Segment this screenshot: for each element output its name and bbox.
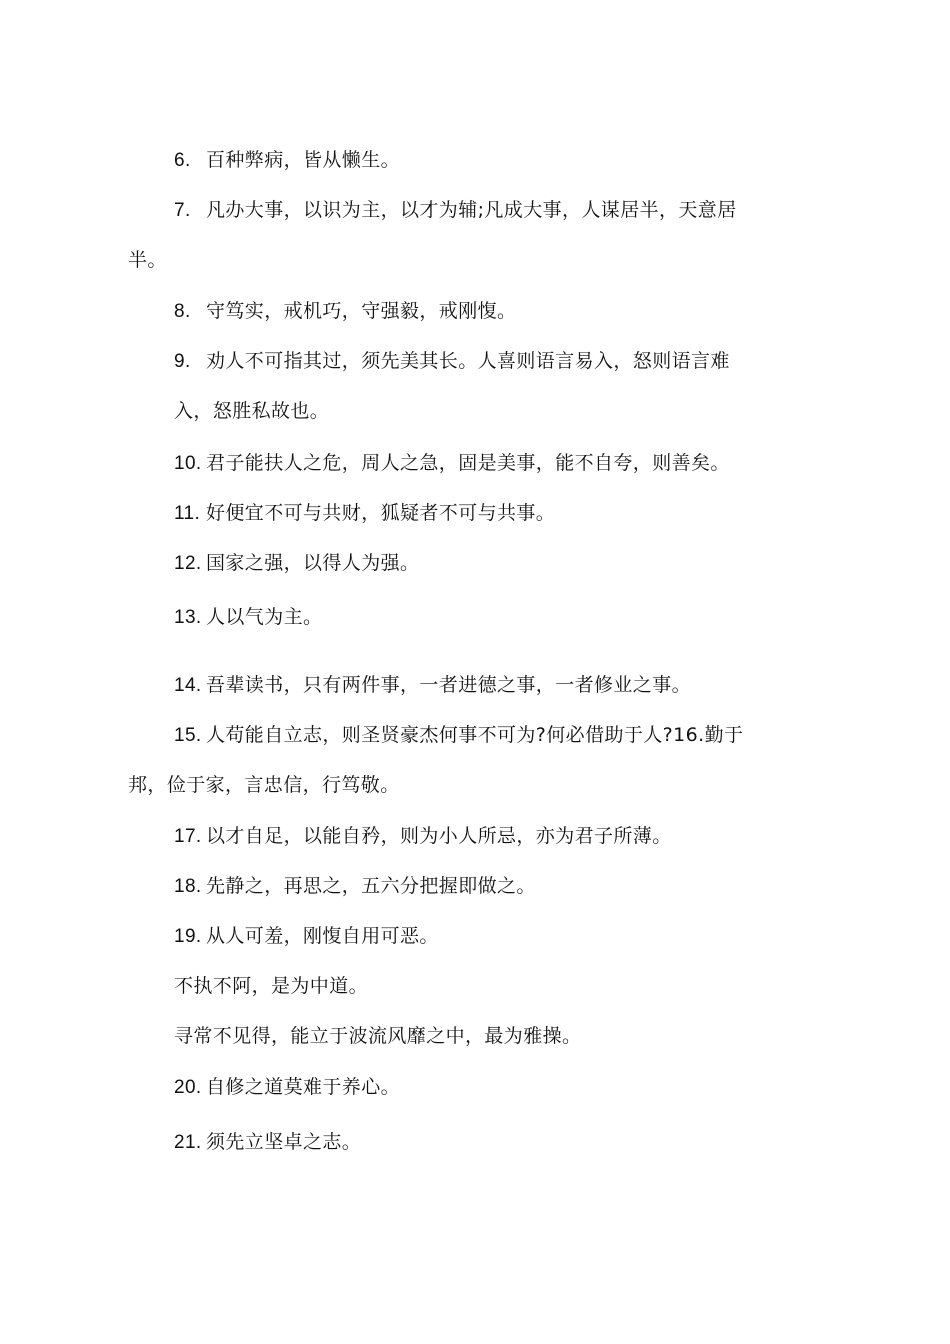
list-item — [174, 551, 419, 576]
list-item — [174, 723, 743, 748]
list-item — [174, 924, 439, 949]
item-number: 7. — [174, 200, 191, 221]
item-number: 15. — [174, 725, 202, 746]
item-text: 人以气为主。 — [206, 606, 323, 628]
item-number: 18. — [174, 876, 202, 897]
list-item — [174, 1130, 361, 1155]
item-text: 凡办大事，以识为主，以才为辅;凡成大事，人谋居半，天意居 — [206, 199, 737, 221]
list-item — [174, 874, 536, 899]
paragraph: 寻常不见得，能立于波流风靡之中，最为雅操。 — [174, 1025, 582, 1047]
item-text: 以才自足，以能自矜，则为小人所忌，亦为君子所薄。 — [206, 825, 672, 847]
list-item — [174, 501, 555, 526]
item-text: 先静之，再思之，五六分把握即做之。 — [206, 875, 536, 897]
item-text: 从人可羞，刚愎自用可恶。 — [206, 925, 439, 947]
item-text: 君子能扶人之危，周人之急，固是美事，能不自夸，则善矣。 — [206, 452, 730, 474]
item-number: 13. — [174, 607, 202, 628]
item-text: 百种弊病，皆从懒生。 — [206, 149, 401, 171]
list-item — [174, 824, 672, 849]
item-number: 8. — [174, 301, 191, 322]
item-text: 好便宜不可与共财，狐疑者不可与共事。 — [206, 502, 556, 524]
list-item-continuation: 邦，俭于家，言忠信，行笃敬。 — [128, 774, 400, 796]
list-item — [174, 673, 691, 698]
item-text: 自修之道莫难于养心。 — [206, 1076, 401, 1098]
item-number: 21. — [174, 1132, 202, 1153]
item-number: 9. — [174, 351, 191, 372]
item-number: 19. — [174, 926, 202, 947]
item-text: 吾辈读书，只有两件事，一者进德之事，一者修业之事。 — [206, 674, 692, 696]
item-text: 须先立坚卓之志。 — [206, 1131, 362, 1153]
item-number: 12. — [174, 553, 202, 574]
item-number: 11. — [174, 503, 201, 524]
list-item — [174, 605, 322, 630]
list-item-continuation: 入，怒胜私故也。 — [174, 400, 330, 422]
item-text: 劝人不可指其过，须先美其长。人喜则语言易入，怒则语言难 — [206, 350, 730, 372]
item-number: 14. — [174, 675, 202, 696]
list-item — [174, 299, 516, 324]
list-item — [174, 451, 730, 476]
item-text: 守笃实，戒机巧，守强毅，戒刚愎。 — [206, 300, 517, 322]
list-item — [174, 349, 730, 374]
item-number: 10. — [174, 453, 202, 474]
list-item — [174, 1075, 400, 1100]
list-item-continuation: 半。 — [128, 249, 167, 271]
list-item — [174, 198, 737, 223]
paragraph: 不执不阿，是为中道。 — [174, 975, 369, 997]
item-text: 国家之强，以得人为强。 — [206, 552, 420, 574]
item-number: 20. — [174, 1077, 202, 1098]
item-text: 人苟能自立志，则圣贤豪杰何事不可为?何必借助于人?16.勤于 — [206, 724, 744, 746]
item-number: 17. — [174, 826, 202, 847]
list-item — [174, 148, 400, 173]
item-number: 6. — [174, 150, 191, 171]
